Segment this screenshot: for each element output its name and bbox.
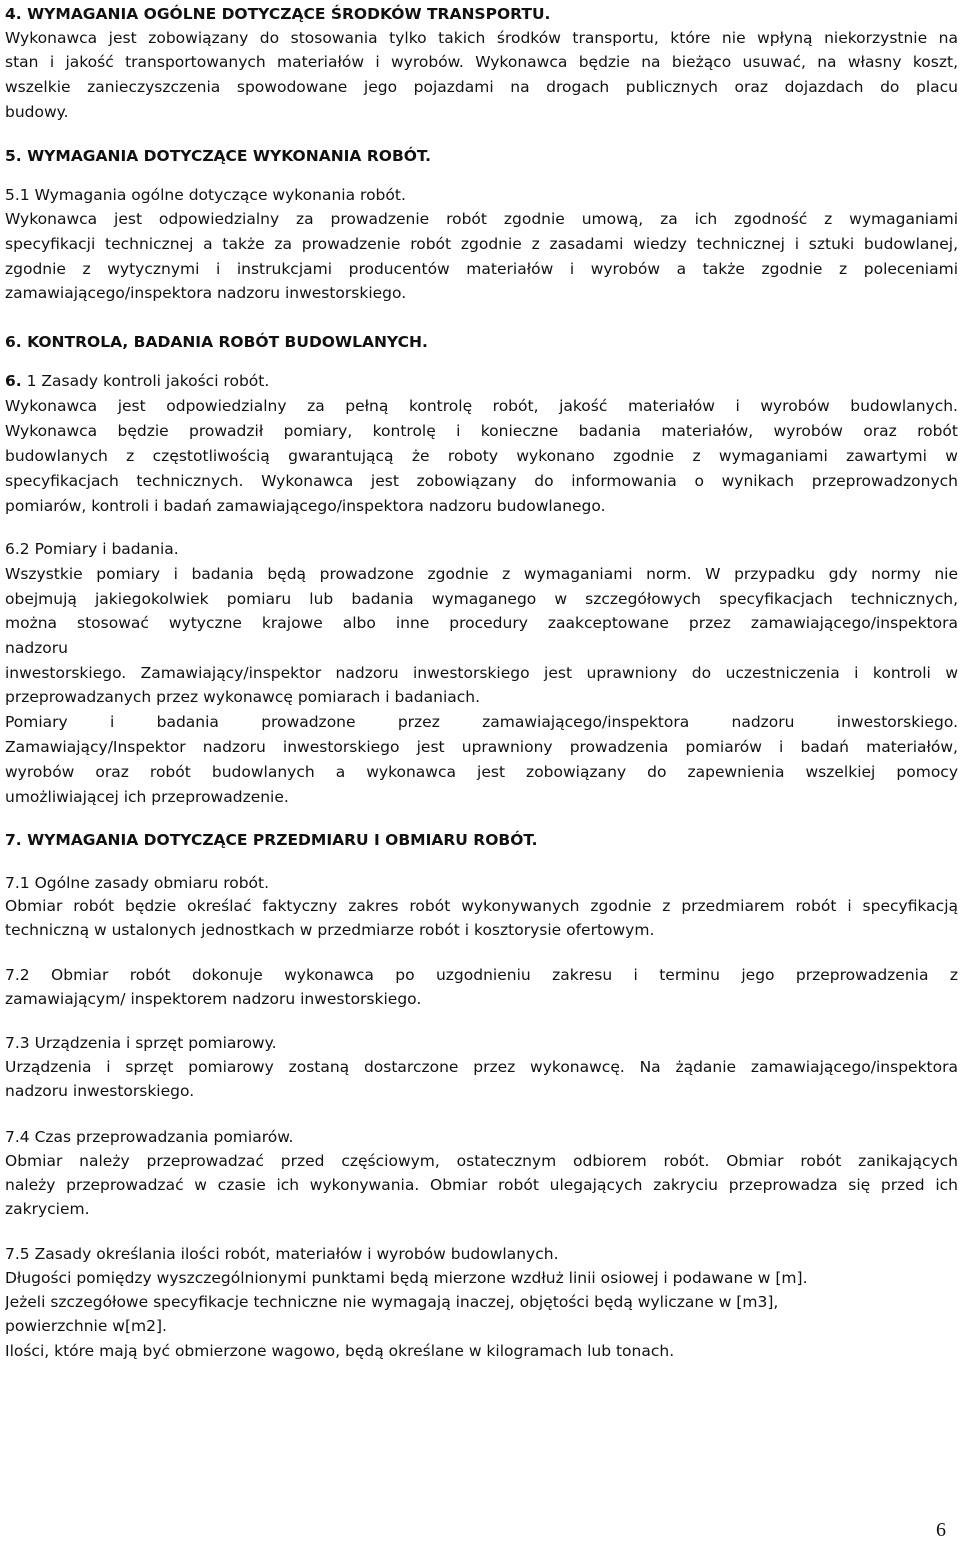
section-4-line: Wykonawca jest zobowiązany do stosowania tylko takich środków transportu, które nie wpłyną niekorzystnie na — [5, 29, 958, 47]
section-7-3-line: nadzoru inwestorskiego. — [5, 1082, 195, 1100]
section-6-1-subheading — [5, 370, 958, 393]
section-6-2-line: Pomiary i badania prowadzone przez zamawiającego/inspektora nadzoru inwestorskiego. — [5, 713, 958, 731]
section-7-5-subheading: 7.5 Zasady określania ilości robót, materiałów i wyrobów budowlanych. — [5, 1245, 559, 1263]
section-4-heading: 4. WYMAGANIA OGÓLNE DOTYCZĄCE ŚRODKÓW TRANSPORTU. — [5, 5, 551, 23]
section-5-line: Wykonawca jest odpowiedzialny za prowadzenie robót zgodnie umową, za ich zgodność z wymaganiami — [5, 210, 958, 228]
section-5-line: zgodnie z wytycznymi i instrukcjami producentów materiałów i wyrobów a także zgodnie z poleceniami — [5, 260, 958, 278]
section-7-4-line: należy przeprowadzać w czasie ich wykonywania. Obmiar robót ulegających zakryciu przeprowadza się przed ich — [5, 1176, 958, 1194]
section-6-2-line: Wszystkie pomiary i badania będą prowadzone zgodnie z wymaganiami norm. W przypadku gdy normy nie — [5, 565, 958, 583]
section-7-4-line: zakryciem. — [5, 1200, 90, 1218]
section-6-1-line: Wykonawca będzie prowadził pomiary, kontrolę i konieczne badania materiałów, wyrobów oraz robót — [5, 422, 958, 440]
section-6-2-line: obejmują jakiegokolwiek pomiaru lub badania wymaganego w szczegółowych specyfikacjach technicznych, — [5, 590, 958, 608]
section-4-line: stan i jakość transportowanych materiałów i wyrobów. Wykonawca będzie na bieżąco usuwać, na własny koszt, — [5, 53, 958, 71]
section-6-2-line: inwestorskiego. Zamawiający/inspektor nadzoru inwestorskiego jest uprawniony do uczestniczenia i kontroli w — [5, 664, 958, 682]
section-6-2-line: Zamawiający/Inspektor nadzoru inwestorskiego jest uprawniony prowadzenia pomiarów i badań materiałów, — [5, 738, 958, 756]
section-7-4-line: Obmiar należy przeprowadzać przed częściowym, ostatecznym odbiorem robót. Obmiar robót zanikających — [5, 1152, 958, 1170]
section-7-2-line: zamawiającym/ inspektorem nadzoru inwestorskiego. — [5, 990, 422, 1008]
page-number: 6 — [936, 1519, 946, 1541]
section-7-3-line: Urządzenia i sprzęt pomiarowy zostaną dostarczone przez wykonawcę. Na żądanie zamawiającego/inspektora — [5, 1058, 958, 1076]
section-7-1-line: Obmiar robót będzie określać faktyczny zakres robót wykonywanych zgodnie z przedmiarem robót i specyfikacją — [5, 897, 958, 915]
section-6-2-line: przeprowadzanych przez wykonawcę pomiarach i badaniach. — [5, 688, 481, 706]
section-7-1-subheading: 7.1 Ogólne zasady obmiaru robót. — [5, 874, 270, 892]
section-7-5-line: powierzchnie w[m2]. — [5, 1317, 167, 1335]
section-6-2-line: można stosować wytyczne krajowe albo inne procedury zaakceptowane przez zamawiającego/inspektora — [5, 614, 958, 632]
section-7-5-line: Ilości, które mają być obmierzone wagowo, będą określane w kilogramach lub tonach. — [5, 1342, 675, 1360]
section-6-2-line: wyrobów oraz robót budowlanych a wykonawca jest zobowiązany do zapewnienia wszelkiej pomocy — [5, 763, 958, 781]
section-7-1-line: techniczną w ustalonych jednostkach w przedmiarze robót i kosztorysie ofertowym. — [5, 921, 655, 939]
section-4-line: budowy. — [5, 103, 69, 121]
section-6-1-line: pomiarów, kontroli i badań zamawiającego/inspektora nadzoru budowlanego. — [5, 497, 606, 515]
section-5-1-subheading: 5.1 Wymagania ogólne dotyczące wykonania robót. — [5, 186, 406, 204]
section-5-line: specyfikacji technicznej a także za prowadzenie robót zgodnie z zasadami wiedzy technicznej i sztuki budowlanej, — [5, 235, 958, 253]
section-6-2-line: umożliwiającej ich przeprowadzenie. — [5, 788, 289, 806]
section-7-5-line: Długości pomiędzy wyszczególnionymi punktami będą mierzone wzdłuż linii osiowej i podawane w [m]. — [5, 1269, 808, 1287]
section-4-line: wszelkie zanieczyszczenia spowodowane jego pojazdami na drogach publicznych oraz dojazdach do placu — [5, 78, 958, 96]
section-6-heading: 6. KONTROLA, BADANIA ROBÓT BUDOWLANYCH. — [5, 333, 428, 351]
section-7-5-line: Jeżeli szczegółowe specyfikacje techniczne nie wymagają inaczej, objętości będą wyliczane w [m3], — [5, 1293, 779, 1311]
section-7-heading: 7. WYMAGANIA DOTYCZĄCE PRZEDMIARU I OBMIARU ROBÓT. — [5, 831, 538, 849]
section-6-1-line: Wykonawca jest odpowiedzialny za pełną kontrolę robót, jakość materiałów i wyrobów budowlanych. — [5, 397, 958, 415]
section-6-1-line: budowlanych z częstotliwością gwarantującą że roboty wykonano zgodnie z wymaganiami zawartymi w — [5, 447, 958, 465]
section-6-2-subheading: 6.2 Pomiary i badania. — [5, 540, 179, 558]
section-6-1-title: 1 Zasady kontroli jakości robót. — [21, 372, 270, 390]
section-6-2-line: nadzoru — [5, 639, 68, 657]
section-6-1-line: specyfikacjach technicznych. Wykonawca jest zobowiązany do informowania o wynikach przeprowadzonych — [5, 472, 958, 490]
section-7-2-line: 7.2 Obmiar robót dokonuje wykonawca po uzgodnieniu zakresu i terminu jego przeprowadzenia z — [5, 966, 958, 984]
section-6-1-number: 6. — [5, 372, 22, 390]
section-5-line: zamawiającego/inspektora nadzoru inwestorskiego. — [5, 284, 407, 302]
section-7-3-subheading: 7.3 Urządzenia i sprzęt pomiarowy. — [5, 1034, 277, 1052]
section-5-heading: 5. WYMAGANIA DOTYCZĄCE WYKONANIA ROBÓT. — [5, 147, 432, 165]
section-7-4-subheading: 7.4 Czas przeprowadzania pomiarów. — [5, 1128, 294, 1146]
